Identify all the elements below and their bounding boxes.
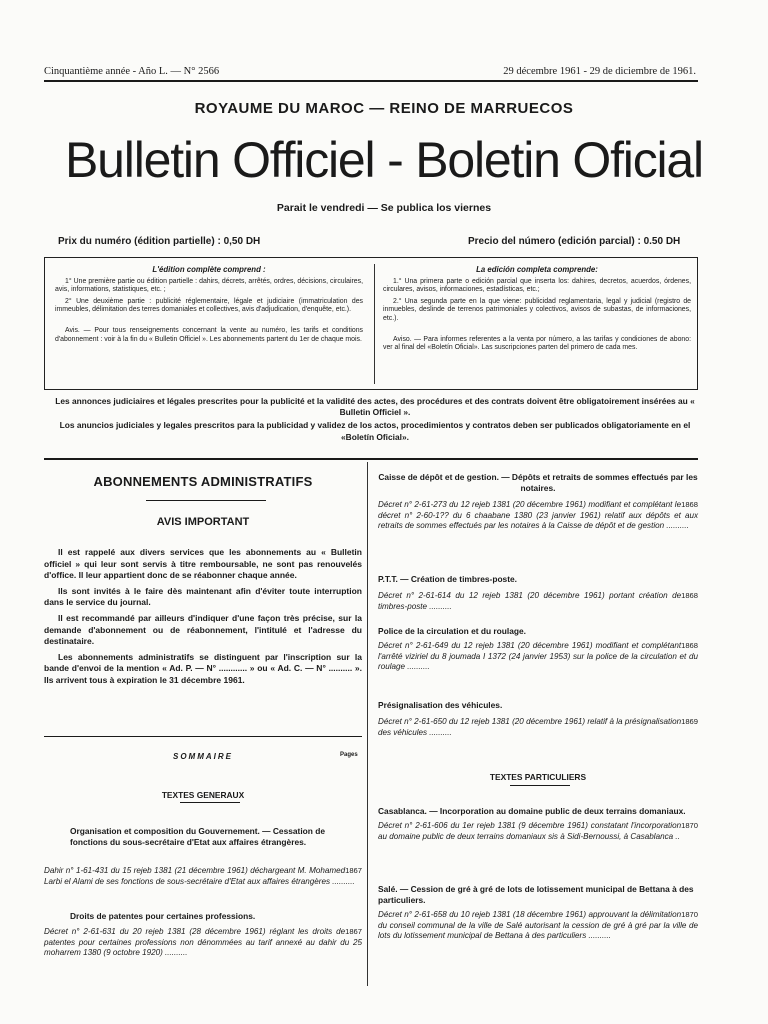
- sommaire-title: SOMMAIRE: [173, 752, 233, 761]
- column-divider: [367, 462, 368, 986]
- edition-es-p1: 1.° Una primera parte o edición parcial que inserta los: dahires, decretos, acuerdos, órdenes, circulares, avisos, informaciones, estadísticas, etc.;: [383, 277, 691, 294]
- toc-entry-police[interactable]: [378, 626, 698, 673]
- avis-title: AVIS IMPORTANT: [156, 516, 250, 528]
- toc-entry-patentes[interactable]: [70, 911, 362, 922]
- abonnements-title: ABONNEMENTS ADMINISTRATIFS: [93, 474, 313, 489]
- annonces-es: Los anuncios judiciales y legales prescritos para la publicidad y validez de los actos, procedimientos y contratos deben ser publicados obligatoriamente en el «Boletín Oficial».: [59, 420, 691, 442]
- price-es: Precio del número (edición parcial) : 0.50 DH: [468, 236, 681, 247]
- pages-label: Pages: [340, 752, 358, 758]
- toc-page-number: 1870: [681, 821, 698, 830]
- publication-day: Parait le vendredi — Se publica los viernes: [276, 202, 492, 214]
- toc-entry-heading: Caisse de dépôt et de gestion. — Dépôts et retraits de sommes effectués par les notaires.: [378, 472, 698, 493]
- edition-es-p2: 2.° Una segunda parte en la que viene: publicidad reglamentaria, legal y judicial (registro de inmuebles, deslinde de terrenos patrimoniales y colectivos, avisos de subastas, de informaciones, etc.).: [383, 297, 691, 322]
- price-fr: Prix du numéro (édition partielle) : 0,50 DH: [58, 236, 261, 247]
- textes-generaux-rule: [180, 802, 240, 803]
- toc-entry-description: Décret n° 2-61-614 du 12 rejeb 1381 (20 décembre 1961) portant création de timbres-poste ..........: [378, 591, 682, 611]
- edition-es: [383, 266, 691, 356]
- toc-page-number: 1867: [345, 866, 362, 875]
- avis-p1: Il est rappelé aux divers services que les abonnements au « Bulletin officiel » qui leur sont servis à titre remboursable, ne sont pas renouvelés d'office. Il leur appartient donc de se réabonner chaque année.: [44, 547, 362, 581]
- toc-entry-heading: Police de la circulation et du roulage.: [378, 626, 526, 636]
- toc-entry-ptt[interactable]: [378, 574, 698, 612]
- toc-entry-description: Dahir n° 1-61-431 du 15 rejeb 1381 (21 décembre 1961) déchargeant M. Mohamed Larbi el Alami de ses fonctions de sous-secrétaire d'Etat aux affaires étrangères ..........: [44, 866, 355, 886]
- edition-fr-heading: L'édition complète comprend :: [152, 265, 266, 274]
- edition-divider: [374, 264, 375, 384]
- toc-entry-sale[interactable]: [378, 884, 698, 942]
- issue-number: Cinquantième année - Año L. — N° 2566: [44, 66, 220, 77]
- toc-entry-heading: Casablanca. — Incorporation au domaine public de deux terrains domaniaux.: [378, 806, 686, 816]
- top-rule: [44, 80, 698, 82]
- toc-entry-heading: P.T.T. — Création de timbres-poste.: [378, 574, 517, 584]
- issue-line: [44, 66, 696, 77]
- toc-entry-description: Décret n° 2-61-273 du 12 rejeb 1381 (20 décembre 1961) modifiant et complétant le décret n° 2-60-1?? du 6 chaabane 1380 (23 janvier 1961) relatif aux dépôts et aux retraits de sommes effectués par les notaires à la Caisse de dépôt et de gestion ..........: [378, 500, 698, 531]
- toc-page-number: 1868: [681, 500, 698, 509]
- abonnements-rule: [146, 500, 266, 501]
- toc-entry-gouvernement[interactable]: [70, 826, 362, 848]
- edition-fr: [55, 266, 363, 347]
- avis-p4: Les abonnements administratifs se distinguent par l'inscription sur la bande d'envoi de la mention « Ad. P. — N° ............ » ou « Ad. C. — N° .......... ». Ils arrivent tous à expiration le 31 décembre 1961.: [44, 651, 362, 685]
- toc-entry-description: Décret n° 2-61-650 du 12 rejeb 1381 (20 décembre 1961) relatif à la présignalisation des véhicules ..........: [378, 717, 682, 737]
- textes-particuliers-rule: [510, 785, 570, 786]
- toc-page-number: 1869: [681, 717, 698, 726]
- edition-fr-avis: Avis. — Pour tous renseignements concernant la vente au numéro, les tarifs et conditions d'abonnement : voir à la fin du « Bulletin Officiel ». Les abonnements partent du 1er de chaque mois.: [55, 326, 363, 343]
- toc-entry-description: Décret n° 2-61-606 du 1er rejeb 1381 (9 décembre 1961) constatant l'incorporation au domaine public de deux terrains domaniaux sis à Sidi-Bernoussi, à Casablanca ..: [378, 821, 682, 841]
- toc-entry-decret-patentes[interactable]: [44, 927, 362, 959]
- toc-entry-caisse[interactable]: [378, 472, 698, 532]
- toc-page-number: 1867: [345, 927, 362, 936]
- annonces-notice: [50, 396, 700, 445]
- toc-entry-description: Décret n° 2-61-658 du 10 rejeb 1381 (18 décembre 1961) approuvant la délimitation du conseil communal de la ville de Salé autorisant la cession de gré à gré par la ville de lots du lotissement municipal de Bettana à des particuliers ..........: [378, 910, 698, 941]
- toc-entry-dahir[interactable]: [44, 866, 362, 887]
- toc-page-number: 1868: [681, 641, 698, 650]
- toc-page-number: 1868: [681, 591, 698, 600]
- section-rule: [44, 458, 698, 460]
- masthead: Bulletin Officiel - Boletin Oficial: [65, 132, 703, 188]
- textes-generaux-heading: TEXTES GENERAUX: [161, 790, 245, 800]
- avis-p3: Il est recommandé par ailleurs d'indiquer d'une façon très précise, sur la demande d'abonnement ou de réabonnement, l'intitulé et l'adresse du destinataire.: [44, 612, 362, 647]
- toc-entry-presignalisation[interactable]: [378, 700, 698, 738]
- issue-date: 29 décembre 1961 - 29 de diciembre de 1961.: [503, 66, 696, 77]
- toc-entry-heading: Présignalisation des véhicules.: [378, 700, 503, 710]
- edition-es-avis: Aviso. — Para informes referentes a la venta por número, a las tarifas y condiciones de abono: ver al final del «Boletín Oficial». Las suscripciones parten del primero de cada mes.: [383, 335, 691, 352]
- toc-entry-casablanca[interactable]: [378, 806, 698, 842]
- toc-page-number: 1870: [681, 910, 698, 919]
- kingdom-title: ROYAUME DU MAROC — REINO DE MARRUECOS: [194, 100, 574, 117]
- edition-es-heading: La edición completa comprende:: [476, 265, 598, 274]
- toc-entry-description: Décret n° 2-61-631 du 20 rejeb 1381 (28 décembre 1961) réglant les droits de patentes pour certaines professions non dénommées au tarif annexé au dahir du 25 moharrem 1380 (9 octobre 1920) ..........: [44, 927, 362, 958]
- toc-entry-heading: Droits de patentes pour certaines professions.: [70, 911, 256, 921]
- edition-box: [44, 257, 698, 390]
- textes-particuliers-heading: TEXTES PARTICULIERS: [489, 772, 587, 782]
- sommaire-rule: [44, 736, 362, 737]
- avis-p2: Ils sont invités à le faire dès maintenant afin d'éviter toute interruption dans le service du journal.: [44, 585, 362, 608]
- edition-fr-p2: 2° Une deuxième partie : publicité réglementaire, légale et judiciaire (immatriculation des immeubles, délimitation des terres domaniales et collectives, avis d'adjudication, d'enquête, etc.).: [55, 297, 363, 314]
- edition-fr-p1: 1° Une première partie ou édition partielle : dahirs, décrets, arrêtés, ordres, décisions, circulaires, avis, informations, statistiques, etc. ;: [55, 277, 363, 294]
- annonces-fr: Les annonces judiciaires et légales prescrites pour la publicité et la validité des actes, des procédures et des contrats doivent être obligatoirement insérées au « Bulletin Officiel ».: [55, 396, 695, 418]
- toc-entry-heading: Salé. — Cession de gré à gré de lots de lotissement municipal de Bettana à des particuliers.: [378, 884, 694, 905]
- toc-entry-description: Décret n° 2-61-649 du 12 rejeb 1381 (20 décembre 1961) modifiant et complétant l'arrêté viziriel du 8 joumada I 1372 (24 janvier 1953) sur la police de la circulation et du roulage ..........: [378, 641, 698, 672]
- avis-text: [44, 547, 362, 691]
- toc-entry-heading: Organisation et composition du Gouvernement. — Cessation de fonctions du sous-secrétaire d'Etat aux affaires étrangères.: [70, 826, 326, 847]
